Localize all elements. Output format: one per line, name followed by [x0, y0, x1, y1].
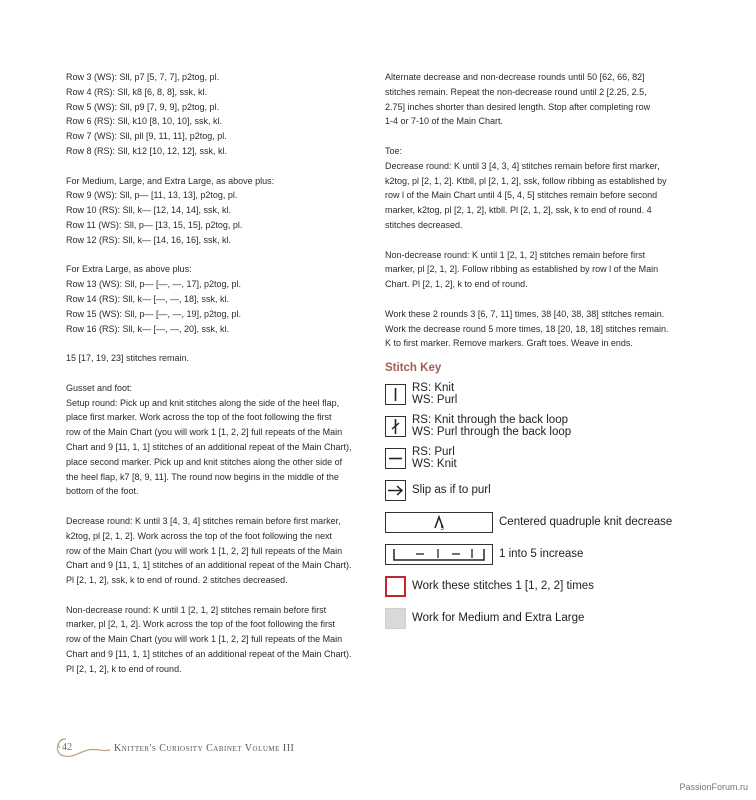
slip-arrow-icon [385, 480, 406, 501]
key-knit [385, 381, 690, 407]
key-slip-label: Slip as if to purl [412, 484, 491, 497]
medium-intro: For Medium, Large, and Extra Large, as above plus: [66, 175, 275, 186]
gusset-line: Chart and 9 [11, 1, 1] stitches of an additional repeat of the Main Chart), [66, 441, 352, 452]
watermark: PassionForum.ru [679, 782, 748, 792]
key-purl-ws: WS: Knit [412, 458, 457, 471]
row-8: Row 8 (RS): Sll, k12 [10, 12, 12], ssk, kl. [66, 145, 228, 156]
key-increase-label: 1 into 5 increase [499, 548, 584, 561]
toe-decrease-line: k2tog, pl [2, 1, 2]. Ktbll, pl [2, 1, 2], ssk, follow ribbing as established by [385, 175, 667, 186]
finish-line: Work the decrease round 5 more times, 18 [20, 18, 18] stitches remain. [385, 323, 669, 334]
key-knit-rs: RS: Knit [412, 382, 455, 395]
key-increase [385, 541, 690, 567]
toe-decrease-line: stitches decreased. [385, 219, 463, 230]
stitches-remain: 15 [17, 19, 23] stitches remain. [66, 353, 190, 364]
knit-icon [385, 384, 406, 405]
repeat-box-icon [385, 576, 406, 597]
key-tbl-rs: RS: Knit through the back loop [412, 414, 568, 427]
row-6: Row 6 (RS): Sll, k10 [8, 10, 10], ssk, kl. [66, 116, 223, 127]
decrease-line: row of the Main Chart (you will work 1 [1, 2, 2] full repeats of the Main [66, 545, 343, 556]
row-12: Row 12 (RS): Sll, k— [14, 16, 16], ssk, kl. [66, 234, 232, 245]
gusset-heading: Gusset and foot: [66, 382, 133, 393]
finish-line: K to first marker. Remove markers. Graft toes. Weave in ends. [385, 338, 633, 349]
decrease-line: Pl [2, 1, 2], ssk, k to end of round. 2 stitches decreased. [66, 575, 288, 586]
cqd-subscript: 5 [440, 525, 444, 532]
toe-nondecrease-line: Non-decrease round: K until 1 [2, 1, 2] stitches remain before first [385, 249, 646, 260]
key-purl-rs: RS: Purl [412, 446, 455, 459]
toe-nondecrease-line: marker, pl [2, 1, 2]. Follow ribbing as established by row l of the Main [385, 264, 659, 275]
one-into-five-increase-icon [385, 544, 493, 565]
toe-decrease-line: Decrease round: K until 3 [4, 3, 4] stitches remain before first marker, [385, 160, 660, 171]
row-7: Row 7 (WS): Sll, pll [9, 11, 11], p2tog, pl. [66, 131, 227, 142]
toe-decrease-line: marker, k2tog, pl [2, 1, 2], ktbll. Pl [2, 1, 2], ssk, k to end of round. 4 [385, 205, 652, 216]
alternate-line: 1-4 or 7-10 of the Main Chart. [385, 116, 504, 127]
left-column [66, 70, 366, 677]
toe-heading: Toe: [385, 145, 403, 156]
knit-tbl-icon [385, 416, 406, 437]
nondecrease-line: Pl [2, 1, 2], k to end of round. [66, 663, 182, 674]
gusset-line: bottom of the foot. [66, 486, 139, 497]
stitch-key-title: Stitch Key [385, 362, 442, 375]
row-3: Row 3 (WS): Sll, p7 [5, 7, 7], p2tog, pl. [66, 72, 220, 82]
gusset-line: Setup round: Pick up and knit stitches along the side of the heel flap, [66, 397, 340, 408]
row-13: Row 13 (WS): Sll, p— [—, —, 17], p2tog, pl. [66, 279, 242, 290]
row-10: Row 10 (RS): Sll, k— [12, 14, 14], ssk, kl. [66, 205, 232, 216]
page-number: 42 [62, 742, 72, 753]
page-footer [52, 736, 392, 760]
toe-decrease-line: row l of the Main Chart until 4 [5, 4, 5] stitches remain before second [385, 190, 658, 201]
key-cqd-label: Centered quadruple knit decrease [499, 516, 673, 529]
book-title: Knitter's Curiosity Cabinet Volume III [114, 743, 295, 754]
key-tbl [385, 413, 690, 439]
gusset-line: the heel flap, k7 [8, 9, 11]. The round now begins in the middle of the [66, 471, 339, 482]
gusset-line: place first marker. Work across the top of the foot following the first [66, 412, 332, 423]
nondecrease-line: Non-decrease round: K until 1 [2, 1, 2] stitches remain before first [66, 604, 327, 615]
key-knit-ws: WS: Purl [412, 394, 458, 407]
centered-quadruple-decrease-icon [385, 512, 493, 533]
finish-line: Work these 2 rounds 3 [6, 7, 11] times, 38 [40, 38, 38] stitches remain. [385, 308, 665, 319]
toe-nondecrease-line: Chart. Pl [2, 1, 2], k to end of round. [385, 279, 528, 290]
xl-intro: For Extra Large, as above plus: [66, 264, 192, 275]
key-slip [385, 477, 690, 503]
row-5: Row 5 (WS): Sll, p9 [7, 9, 9], p2tog, pl. [66, 101, 220, 112]
row-11: Row 11 (WS): Sll, p— [13, 15, 15], p2tog, pl. [66, 219, 243, 230]
gusset-line: row of the Main Chart (you will work 1 [1, 2, 2] full repeats of the Main [66, 427, 343, 438]
row-15: Row 15 (WS): Sll, p— [—, —, 19], p2tog, pl. [66, 308, 242, 319]
key-tbl-ws: WS: Purl through the back loop [412, 426, 572, 439]
purl-icon [385, 448, 406, 469]
row-9: Row 9 (WS): Sll, p— [11, 13, 13], p2tog, pl. [66, 190, 238, 201]
row-14: Row 14 (RS): Sll, k— [—, —, 18], ssk, kl. [66, 293, 230, 304]
nondecrease-line: row of the Main Chart (you will work 1 [1, 2, 2] full repeats of the Main [66, 634, 343, 645]
swirl-ornament-icon [52, 736, 112, 760]
decrease-line: Chart and 9 [11, 1, 1] stitches of an additional repeat of the Main Chart). [66, 560, 352, 571]
row-16: Row 16 (RS): Sll, k— [—, —, 20], ssk, kl. [66, 323, 230, 334]
key-cqd [385, 509, 690, 535]
size-shading-icon [385, 608, 406, 629]
alternate-line: 2.75] inches shorter than desired length. Stop after completing row [385, 101, 651, 112]
nondecrease-line: Chart and 9 [11, 1, 1] stitches of an additional repeat of the Main Chart). [66, 649, 352, 660]
key-sizes [385, 605, 690, 631]
key-sizes-label: Work for Medium and Extra Large [412, 612, 585, 625]
decrease-line: k2tog, pl [2, 1, 2]. Work across the top of the foot following the next [66, 530, 332, 541]
decrease-line: Decrease round: K until 3 [4, 3, 4] stitches remain before first marker, [66, 515, 341, 526]
key-repeat [385, 573, 690, 599]
right-column [385, 70, 690, 637]
row-4: Row 4 (RS): Sll, k8 [6, 8, 8], ssk, kl. [66, 86, 208, 97]
alternate-line: Alternate decrease and non-decrease rounds until 50 [62, 66, 82] [385, 72, 645, 82]
key-purl [385, 445, 690, 471]
alternate-line: stitches remain. Repeat the non-decrease round until 2 [2.25, 2.5, [385, 86, 647, 97]
key-repeat-label: Work these stitches 1 [1, 2, 2] times [412, 580, 594, 593]
nondecrease-line: marker, pl [2, 1, 2]. Work across the top of the foot following the first [66, 619, 335, 630]
gusset-line: place second marker. Pick up and knit stitches along the other side of [66, 456, 343, 467]
